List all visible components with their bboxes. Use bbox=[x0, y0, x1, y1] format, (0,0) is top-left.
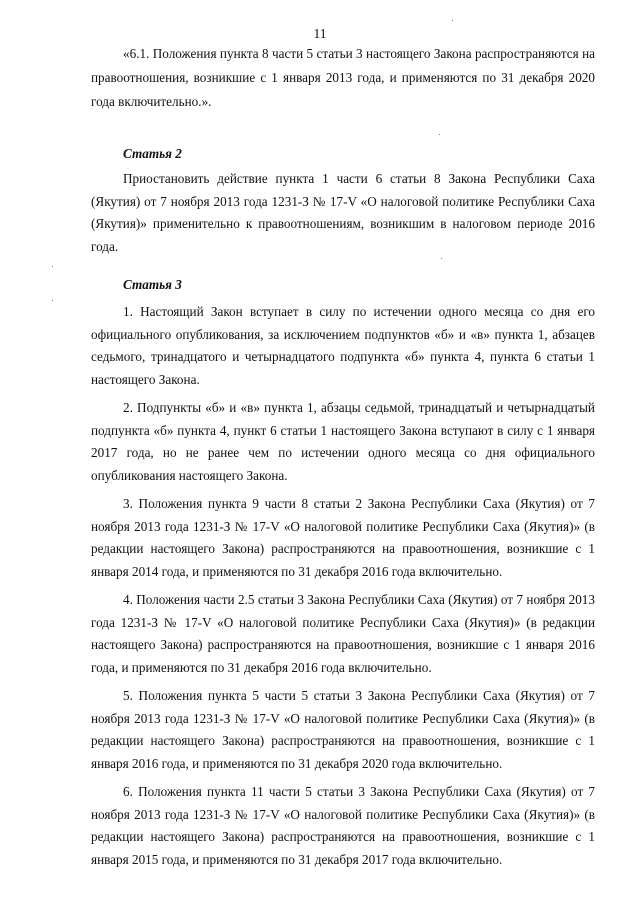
page-number: 11 bbox=[313, 26, 327, 41]
article-3-heading: Статья 3 bbox=[123, 277, 182, 292]
article-3-paragraph: 5. Положения пункта 5 части 5 статьи 3 Закона Республики Саха (Якутия) от 7 ноября 2013 года 1231-З № 17-V «О налоговой политике Республики Саха (Якутия)» (в редакции настоящего Закона) распространяются на правоотношения, возникшие с 1 января 2016 года, и применяются по 31 декабря 2020 года включительно. bbox=[91, 688, 595, 771]
quote-paragraph: «6.1. Положения пункта 8 части 5 статьи 3 настоящего Закона распространяются на правоотношения, возникшие с 1 января 2013 года, и применяются по 31 декабря 2020 года включительно.». bbox=[91, 46, 595, 109]
article-3 bbox=[91, 275, 595, 871]
scan-speck bbox=[441, 258, 442, 259]
article-3-paragraph: 1. Настоящий Закон вступает в силу по истечении одного месяца со дня его официального опубликования, за исключением подпунктов «б» и «в» пункта 1, абзацев седьмого, тринадцатого и четырнадцатого подпункта «б» пункта 4, пункта 6 статьи 1 настоящего Закона. bbox=[91, 304, 595, 387]
article-2-heading: Статья 2 bbox=[123, 146, 182, 161]
article-3-paragraph: 4. Положения части 2.5 статьи 3 Закона Республики Саха (Якутия) от 7 ноября 2013 года 1231-З № 17-V «О налоговой политике Республики Саха (Якутия)» (в редакции настоящего Закона) распространяются на правоотношения, возникшие с 1 января 2016 года, и применяются по 31 декабря 2016 года включительно. bbox=[91, 592, 595, 675]
article-3-paragraph: 6. Положения пункта 11 части 5 статьи 3 Закона Республики Саха (Якутия) от 7 ноября 2013 года 1231-З № 17-V «О налоговой политике Республики Саха (Якутия)» (в редакции настоящего Закона) распространяются на правоотношения, возникшие с 1 января 2015 года, и применяются по 31 декабря 2017 года включительно. bbox=[91, 784, 595, 867]
scan-speck bbox=[52, 300, 53, 301]
scan-speck bbox=[52, 266, 53, 267]
scan-speck bbox=[439, 134, 440, 135]
scan-speck bbox=[452, 20, 453, 21]
amendment-quote bbox=[91, 42, 595, 114]
article-2-text: Приостановить действие пункта 1 части 6 статьи 8 Закона Республики Саха (Якутия) от 7 ноября 2013 года 1231-З № 17-V «О налоговой политике Республики Саха (Якутия)» применительно к правоотношениям, возникшим в налоговом периоде 2016 года. bbox=[91, 171, 595, 254]
article-2 bbox=[91, 144, 595, 258]
article-3-paragraph: 2. Подпункты «б» и «в» пункта 1, абзацы седьмой, тринадцатый и четырнадцатый подпункта «б» пункта 4, пункт 6 статьи 1 настоящего Закона вступают в силу с 1 января 2017 года, но не ранее чем по истечении одного месяца со дня официального опубликования настоящего Закона. bbox=[91, 400, 595, 483]
article-3-paragraph: 3. Положения пункта 9 части 8 статьи 2 Закона Республики Саха (Якутия) от 7 ноября 2013 года 1231-З № 17-V «О налоговой политике Республики Саха (Якутия)» (в редакции настоящего Закона) распространяются на правоотношения, возникшие с 1 января 2014 года, и применяются по 31 декабря 2016 года включительно. bbox=[91, 496, 595, 579]
